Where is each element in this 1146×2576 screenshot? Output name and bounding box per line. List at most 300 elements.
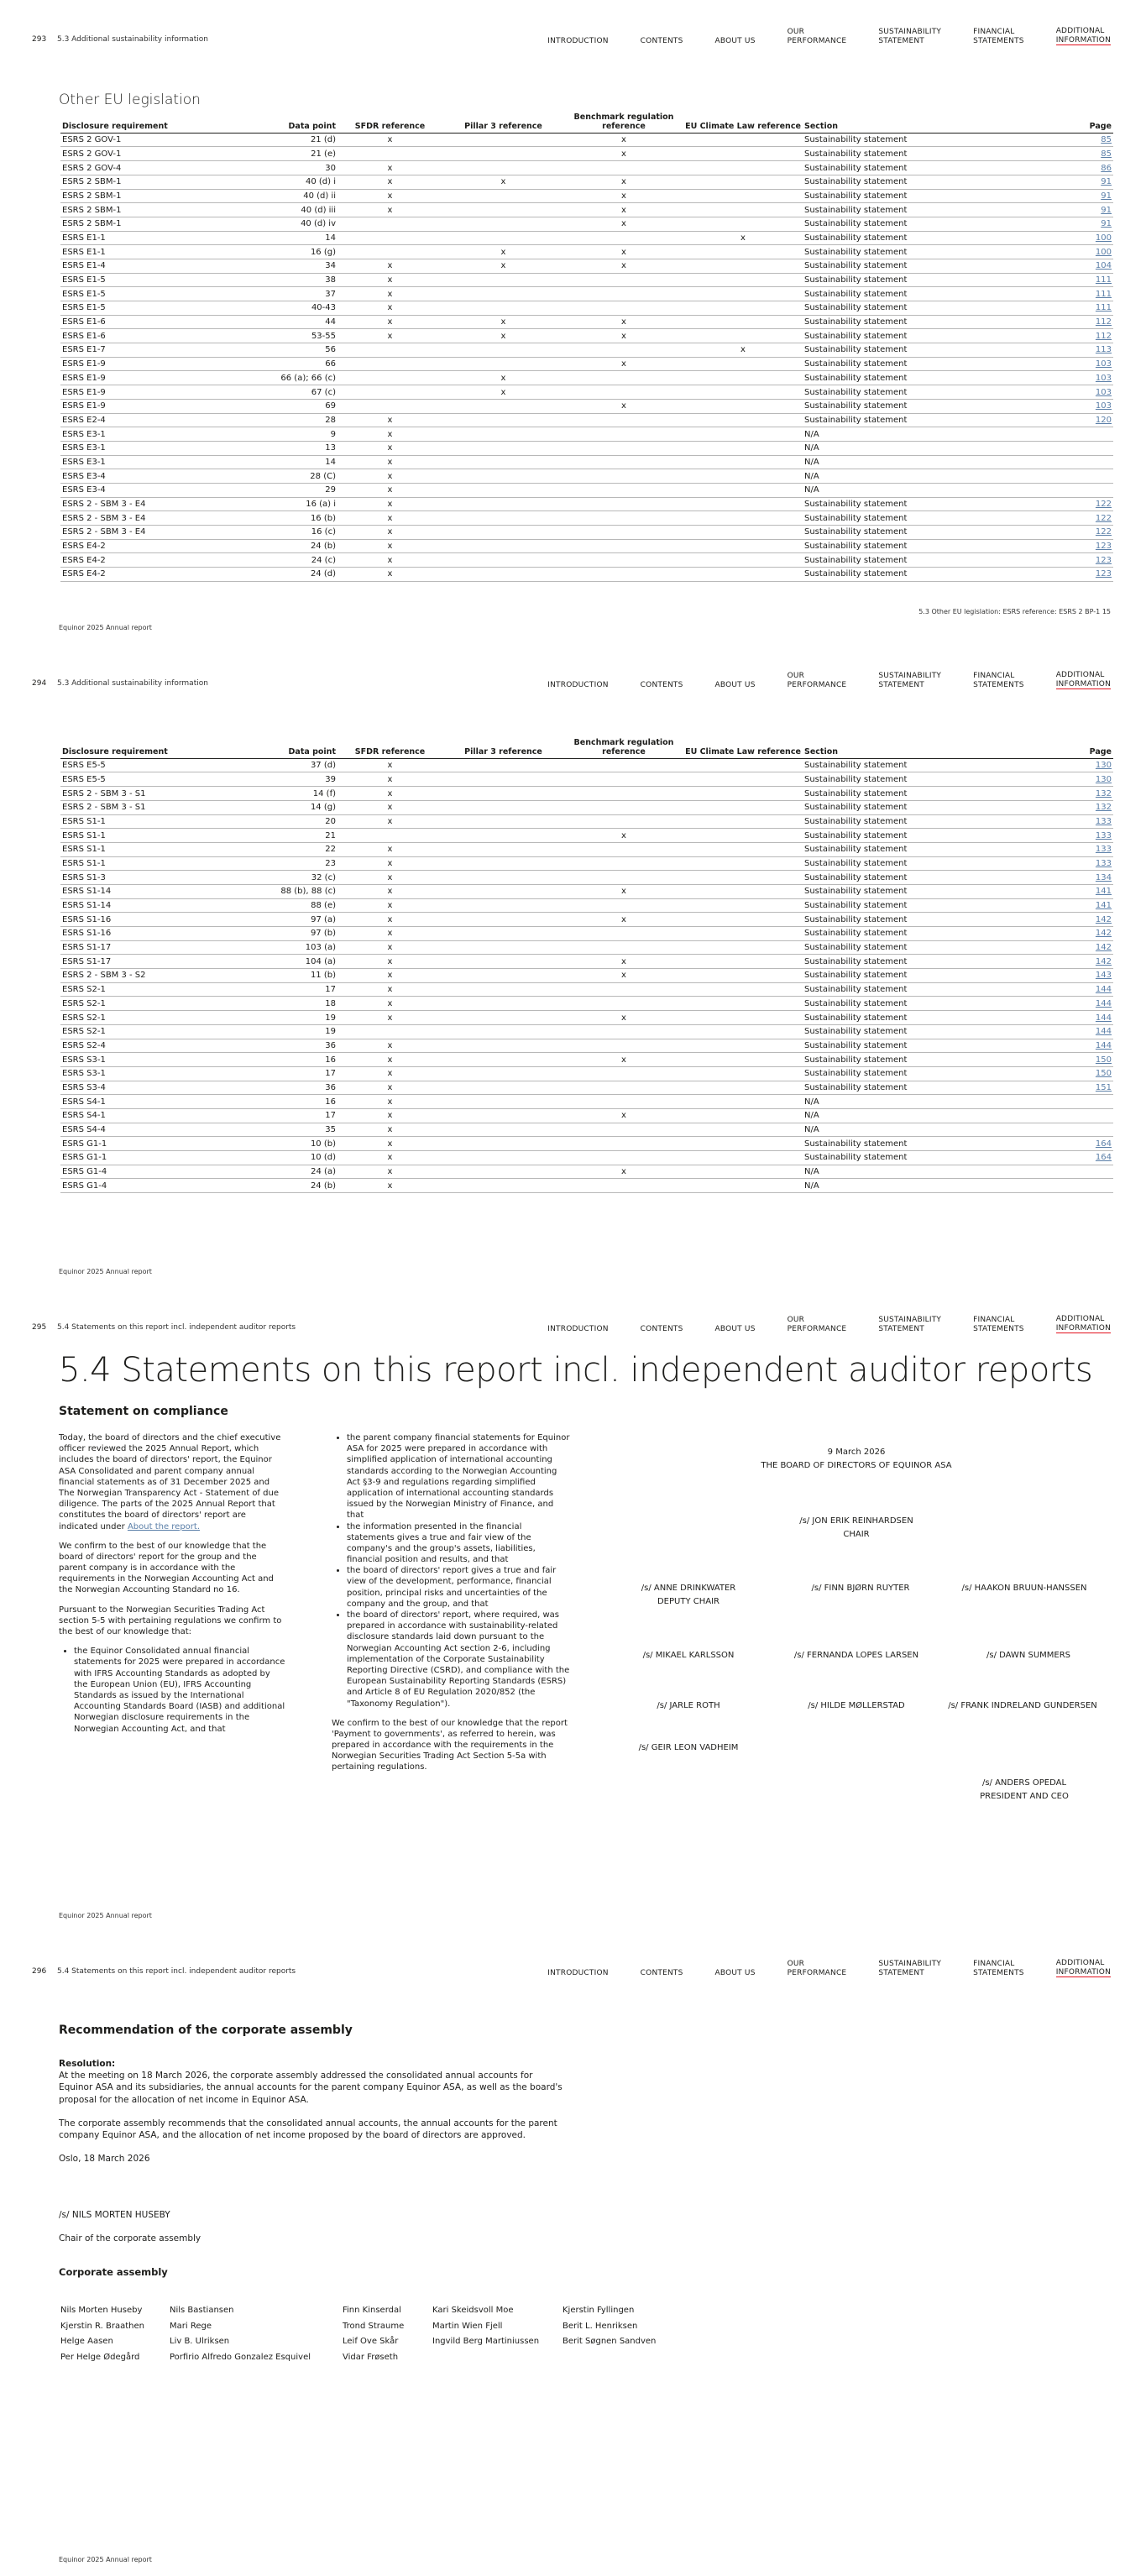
nav-link-about-us[interactable]: ABOUT US: [714, 680, 756, 689]
cell-pillar3: [442, 497, 564, 511]
cell-data-point: 66: [233, 357, 338, 371]
cell-data-point: 10 (b): [233, 1137, 338, 1151]
cell-disclosure: ESRS S1-17: [60, 940, 233, 955]
cell-data-point: 56: [233, 343, 338, 358]
member-name: Kari Skeidsvoll Moe: [432, 2306, 514, 2315]
table-row: [60, 997, 1113, 1011]
page-link[interactable]: 103: [1013, 357, 1113, 371]
cell-pillar3: [442, 800, 564, 814]
cell-disclosure: ESRS E1-1: [60, 245, 233, 259]
cell-sfdr: x: [338, 203, 442, 217]
cell-disclosure: ESRS 2 SBM-1: [60, 217, 233, 231]
cell-disclosure: ESRS 2 - SBM 3 - E4: [60, 526, 233, 540]
cell-benchmark: x: [564, 1053, 683, 1067]
cell-pillar3: [442, 955, 564, 969]
cell-pillar3: [442, 133, 564, 147]
page-title: Recommendation of the corporate assembly: [59, 2024, 353, 2037]
page-link[interactable]: 134: [1013, 871, 1113, 885]
page-link[interactable]: 111: [1013, 287, 1113, 301]
cell-climate-law: [683, 357, 803, 371]
cell-climate-law: [683, 133, 803, 147]
cell-sfdr: x: [338, 301, 442, 316]
cell-data-point: 69: [233, 399, 338, 413]
bullet-list: [74, 1646, 285, 1735]
nav-link-sustainability-statement[interactable]: SUSTAINABILITY STATEMENT: [878, 672, 942, 689]
page-link[interactable]: 123: [1013, 568, 1113, 582]
footer: Equinor 2025 Annual report: [59, 623, 152, 631]
cell-data-point: 40 (d) i: [233, 175, 338, 189]
cell-benchmark: [564, 1137, 683, 1151]
page-link[interactable]: 141: [1013, 898, 1113, 913]
cell-disclosure: ESRS S1-14: [60, 898, 233, 913]
table-row: [60, 553, 1113, 568]
page-link[interactable]: 112: [1013, 329, 1113, 343]
page-link[interactable]: 151: [1013, 1081, 1113, 1095]
page-link[interactable]: 113: [1013, 343, 1113, 358]
cell-data-point: 19: [233, 1024, 338, 1039]
page-link[interactable]: 150: [1013, 1053, 1113, 1067]
cell-pillar3: [442, 455, 564, 469]
page-link[interactable]: 164: [1013, 1137, 1113, 1151]
table-row: [60, 287, 1113, 301]
top-nav: [32, 668, 1111, 689]
cell-benchmark: [564, 787, 683, 801]
cell-disclosure: ESRS E1-9: [60, 399, 233, 413]
table-row: [60, 301, 1113, 316]
cell-disclosure: ESRS E3-1: [60, 455, 233, 469]
page-link[interactable]: 91: [1013, 189, 1113, 203]
nav-link-financial-statements[interactable]: FINANCIAL STATEMENTS: [973, 672, 1024, 689]
cell-sfdr: x: [338, 913, 442, 927]
cell-disclosure: ESRS 2 - SBM 3 - E4: [60, 497, 233, 511]
cell-benchmark: [564, 1123, 683, 1137]
cell-disclosure: ESRS E3-4: [60, 469, 233, 484]
cell-data-point: 40 (d) ii: [233, 189, 338, 203]
page-link[interactable]: 144: [1013, 1039, 1113, 1053]
cell-disclosure: ESRS 2 SBM-1: [60, 189, 233, 203]
cell-sfdr: x: [338, 969, 442, 983]
signature-deputy-chair: /s/ ANNE DRINKWATER DEPUTY CHAIR: [641, 1584, 736, 1606]
nav-link-contents[interactable]: CONTENTS: [640, 1324, 683, 1333]
cell-climate-law: [683, 385, 803, 400]
cell-pillar3: [442, 273, 564, 287]
cell-data-point: 24 (b): [233, 1179, 338, 1193]
cell-climate-law: [683, 203, 803, 217]
page-link[interactable]: 130: [1013, 772, 1113, 787]
cell-sfdr: [338, 1024, 442, 1039]
nav-link-our-performance[interactable]: OUR PERFORMANCE: [787, 1960, 847, 1977]
cell-data-point: 24 (d): [233, 568, 338, 582]
cell-benchmark: [564, 800, 683, 814]
cell-climate-law: [683, 497, 803, 511]
table-row: [60, 940, 1113, 955]
header-sfdr: SFDR reference: [338, 738, 442, 758]
cell-pillar3: [442, 940, 564, 955]
page-link[interactable]: 143: [1013, 969, 1113, 983]
cell-data-point: 14 (g): [233, 800, 338, 814]
page-link[interactable]: 91: [1013, 217, 1113, 231]
cell-data-point: 97 (b): [233, 927, 338, 941]
nav-link-introduction[interactable]: INTRODUCTION: [547, 36, 609, 45]
cell-sfdr: x: [338, 553, 442, 568]
section-title: 5.4 Statements on this report incl. independent auditor reports: [57, 1967, 296, 1976]
cell-climate-law: [683, 245, 803, 259]
nav-link-introduction[interactable]: INTRODUCTION: [547, 1968, 609, 1977]
cell-disclosure: ESRS 2 - SBM 3 - S2: [60, 969, 233, 983]
cell-benchmark: [564, 1095, 683, 1109]
page-295: [0, 1288, 1146, 1932]
cell-data-point: 22: [233, 842, 338, 856]
page-link[interactable]: 142: [1013, 913, 1113, 927]
page-link[interactable]: 120: [1013, 413, 1113, 427]
cell-benchmark: [564, 441, 683, 455]
cell-sfdr: [338, 385, 442, 400]
table-row: [60, 1039, 1113, 1053]
page-number: 296: [32, 1967, 47, 1976]
nav-link-our-performance[interactable]: OUR PERFORMANCE: [787, 28, 847, 45]
page-link[interactable]: 100: [1013, 231, 1113, 245]
cell-pillar3: [442, 526, 564, 540]
nav-link-additional-information[interactable]: ADDITIONAL INFORMATION: [1055, 27, 1111, 45]
page-link[interactable]: 133: [1013, 814, 1113, 829]
cell-benchmark: [564, 997, 683, 1011]
cell-benchmark: [564, 483, 683, 497]
page-link[interactable]: 122: [1013, 511, 1113, 526]
cell-climate-law: [683, 315, 803, 329]
nav-link-contents[interactable]: CONTENTS: [640, 36, 683, 45]
reference-note: 5.3 Other EU legislation: ESRS reference: ESRS 2 BP-1 15: [918, 608, 1111, 615]
cell-data-point: 36: [233, 1039, 338, 1053]
cell-benchmark: x: [564, 175, 683, 189]
page-link[interactable]: 123: [1013, 539, 1113, 553]
resolution-text: At the meeting on 18 March 2026, the corporate assembly addressed the consolidated annual accounts for Equinor ASA and its subsidiaries, the annual accounts for the parent company Equinor ASA, as well as the board's proposal for the allocation of net income in Equinor ASA.: [59, 2071, 563, 2105]
nav-link-about-us[interactable]: ABOUT US: [714, 36, 756, 45]
cell-climate-law: [683, 329, 803, 343]
statement-column-1: [59, 1432, 285, 1743]
cell-disclosure: ESRS G1-4: [60, 1165, 233, 1179]
cell-climate-law: x: [683, 231, 803, 245]
cell-pillar3: [442, 568, 564, 582]
section-title: 5.4 Statements on this report incl. independent auditor reports: [57, 1323, 296, 1332]
paragraph: We confirm to the best of our knowledge that the board of directors' report for the group and the parent company is in accordance with the requirements in the Norwegian Accounting Act and the Norwegian Accounting Standard no 16.: [59, 1541, 274, 1595]
cell-pillar3: x: [442, 175, 564, 189]
page-link[interactable]: 91: [1013, 203, 1113, 217]
cell-benchmark: [564, 842, 683, 856]
page-link[interactable]: 100: [1013, 245, 1113, 259]
cell-data-point: 16 (b): [233, 511, 338, 526]
cell-benchmark: [564, 927, 683, 941]
cell-disclosure: ESRS E1-6: [60, 329, 233, 343]
cell-section: Sustainability statement: [803, 871, 1013, 885]
cell-section: Sustainability statement: [803, 259, 1013, 273]
table-row: [60, 231, 1113, 245]
page-link[interactable]: 130: [1013, 758, 1113, 772]
signature-board-member: /s/ FINN BJØRN RUYTER: [811, 1584, 910, 1593]
cell-sfdr: x: [338, 161, 442, 175]
signature-date: 9 March 2026 THE BOARD OF DIRECTORS OF EQUINOR ASA: [761, 1446, 951, 1473]
nav-link-contents[interactable]: CONTENTS: [640, 1968, 683, 1977]
cell-benchmark: [564, 539, 683, 553]
cell-section: Sustainability statement: [803, 842, 1013, 856]
cell-section: Sustainability statement: [803, 1039, 1013, 1053]
page-link[interactable]: 141: [1013, 884, 1113, 898]
cell-disclosure: ESRS E4-2: [60, 539, 233, 553]
cell-disclosure: ESRS E1-5: [60, 287, 233, 301]
page-link[interactable]: 133: [1013, 856, 1113, 871]
page-link[interactable]: 144: [1013, 1024, 1113, 1039]
page-link[interactable]: 123: [1013, 553, 1113, 568]
cell-disclosure: ESRS E1-9: [60, 371, 233, 385]
member-name: Berit Søgnen Sandven: [563, 2337, 657, 2346]
nav-link-introduction[interactable]: INTRODUCTION: [547, 1324, 609, 1333]
page-link[interactable]: 103: [1013, 399, 1113, 413]
page-link[interactable]: 144: [1013, 1011, 1113, 1025]
cell-sfdr: x: [338, 787, 442, 801]
nav-link-sustainability-statement[interactable]: SUSTAINABILITY STATEMENT: [878, 1316, 942, 1333]
page-link[interactable]: 86: [1013, 161, 1113, 175]
cell-sfdr: x: [338, 483, 442, 497]
member-name: Liv B. Ulriksen: [170, 2337, 230, 2346]
section-title: 5.3 Additional sustainability information: [57, 35, 208, 44]
cell-pillar3: [442, 441, 564, 455]
cell-disclosure: ESRS E1-5: [60, 301, 233, 316]
cell-pillar3: [442, 1066, 564, 1081]
cell-disclosure: ESRS S1-1: [60, 829, 233, 843]
cell-pillar3: [442, 1039, 564, 1053]
nav-link-financial-statements[interactable]: FINANCIAL STATEMENTS: [973, 28, 1024, 45]
cell-data-point: 17: [233, 1066, 338, 1081]
cell-pillar3: [442, 1137, 564, 1151]
cell-climate-law: [683, 1053, 803, 1067]
footer: Equinor 2025 Annual report: [59, 2555, 152, 2563]
cell-climate-law: [683, 787, 803, 801]
cell-disclosure: ESRS S4-1: [60, 1108, 233, 1123]
cell-disclosure: ESRS S1-1: [60, 842, 233, 856]
cell-data-point: 103 (a): [233, 940, 338, 955]
cell-data-point: 20: [233, 814, 338, 829]
table-header-row: [60, 113, 1113, 133]
cell-section: Sustainability statement: [803, 1066, 1013, 1081]
table-header-row: [60, 738, 1113, 758]
footer: Equinor 2025 Annual report: [59, 1911, 152, 1919]
cell-page: [1013, 427, 1113, 442]
about-report-link[interactable]: About the report.: [127, 1521, 201, 1531]
cell-sfdr: [338, 343, 442, 358]
page-link[interactable]: 142: [1013, 927, 1113, 941]
member-name: Nils Bastiansen: [170, 2306, 234, 2315]
cell-sfdr: x: [338, 758, 442, 772]
page-link[interactable]: 133: [1013, 829, 1113, 843]
cell-data-point: 37 (d): [233, 758, 338, 772]
nav-link-financial-statements[interactable]: FINANCIAL STATEMENTS: [973, 1316, 1024, 1333]
table-row: [60, 927, 1113, 941]
table-row: [60, 1165, 1113, 1179]
cell-section: Sustainability statement: [803, 217, 1013, 231]
signature-board-member: /s/ MIKAEL KARLSSON: [642, 1651, 735, 1660]
cell-page: [1013, 1108, 1113, 1123]
header-benchmark: Benchmark regulation reference: [564, 738, 683, 758]
page-link[interactable]: 103: [1013, 371, 1113, 385]
cell-climate-law: [683, 469, 803, 484]
nav-link-additional-information[interactable]: ADDITIONAL INFORMATION: [1055, 1315, 1111, 1333]
nav-links: [515, 1956, 1111, 1977]
cell-page: [1013, 441, 1113, 455]
cell-climate-law: [683, 1151, 803, 1165]
table-row: [60, 217, 1113, 231]
cell-climate-law: [683, 913, 803, 927]
member-name: Martin Wien Fjell: [432, 2321, 503, 2331]
nav-link-additional-information[interactable]: ADDITIONAL INFORMATION: [1055, 671, 1111, 689]
nav-link-our-performance[interactable]: OUR PERFORMANCE: [787, 672, 847, 689]
cell-disclosure: ESRS S2-1: [60, 1024, 233, 1039]
cell-pillar3: [442, 511, 564, 526]
cell-pillar3: [442, 1095, 564, 1109]
cell-disclosure: ESRS S2-1: [60, 997, 233, 1011]
cell-benchmark: [564, 871, 683, 885]
table-row: [60, 800, 1113, 814]
page-link[interactable]: 122: [1013, 497, 1113, 511]
page-link[interactable]: 144: [1013, 997, 1113, 1011]
page-link[interactable]: 164: [1013, 1151, 1113, 1165]
page-link[interactable]: 142: [1013, 955, 1113, 969]
cell-disclosure: ESRS S4-4: [60, 1123, 233, 1137]
page-link[interactable]: 133: [1013, 842, 1113, 856]
cell-benchmark: x: [564, 329, 683, 343]
nav-link-contents[interactable]: CONTENTS: [640, 680, 683, 689]
place-date: Oslo, 18 March 2026: [59, 2154, 150, 2165]
page-link[interactable]: 144: [1013, 982, 1113, 997]
cell-sfdr: x: [338, 1108, 442, 1123]
table-row: [60, 1066, 1113, 1081]
cell-climate-law: [683, 1165, 803, 1179]
page-link[interactable]: 91: [1013, 175, 1113, 189]
cell-data-point: 13: [233, 441, 338, 455]
cell-pillar3: [442, 758, 564, 772]
paragraph: Pursuant to the Norwegian Securities Trading Act section 5-5 with pertaining regulations we confirm to the best of our knowledge that:: [59, 1605, 282, 1636]
cell-disclosure: ESRS 2 SBM-1: [60, 175, 233, 189]
table-row: [60, 955, 1113, 969]
page-link[interactable]: 132: [1013, 800, 1113, 814]
disclosure-table: [60, 113, 1113, 582]
cell-climate-law: [683, 259, 803, 273]
cell-disclosure: ESRS E2-4: [60, 413, 233, 427]
table-row: [60, 1095, 1113, 1109]
table-row: [60, 315, 1113, 329]
header-section: Section: [803, 113, 1013, 133]
page-link[interactable]: 85: [1013, 133, 1113, 147]
cell-pillar3: [442, 898, 564, 913]
table-row: [60, 913, 1113, 927]
cell-sfdr: x: [338, 955, 442, 969]
cell-page: [1013, 1123, 1113, 1137]
cell-data-point: 11 (b): [233, 969, 338, 983]
cell-benchmark: [564, 273, 683, 287]
cell-pillar3: x: [442, 329, 564, 343]
cell-pillar3: [442, 469, 564, 484]
cell-sfdr: [338, 245, 442, 259]
page-link[interactable]: 112: [1013, 315, 1113, 329]
page-293: [0, 0, 1146, 644]
cell-benchmark: [564, 385, 683, 400]
cell-data-point: 32 (c): [233, 871, 338, 885]
cell-section: N/A: [803, 455, 1013, 469]
nav-link-financial-statements[interactable]: FINANCIAL STATEMENTS: [973, 1960, 1024, 1977]
cell-sfdr: [338, 399, 442, 413]
table-row: [60, 1151, 1113, 1165]
cell-climate-law: [683, 568, 803, 582]
cell-climate-law: [683, 511, 803, 526]
cell-data-point: 28 (C): [233, 469, 338, 484]
cell-benchmark: x: [564, 189, 683, 203]
nav-link-sustainability-statement[interactable]: SUSTAINABILITY STATEMENT: [878, 28, 942, 45]
cell-disclosure: ESRS S2-1: [60, 1011, 233, 1025]
nav-link-introduction[interactable]: INTRODUCTION: [547, 680, 609, 689]
table-row: [60, 969, 1113, 983]
cell-sfdr: x: [338, 526, 442, 540]
nav-link-sustainability-statement[interactable]: SUSTAINABILITY STATEMENT: [878, 1960, 942, 1977]
page-link[interactable]: 150: [1013, 1066, 1113, 1081]
nav-link-about-us[interactable]: ABOUT US: [714, 1968, 756, 1977]
cell-benchmark: [564, 497, 683, 511]
cell-section: Sustainability statement: [803, 175, 1013, 189]
cell-disclosure: ESRS E5-5: [60, 758, 233, 772]
member-column: [170, 2303, 311, 2365]
cell-benchmark: [564, 413, 683, 427]
cell-benchmark: x: [564, 1108, 683, 1123]
cell-data-point: 40 (d) iii: [233, 203, 338, 217]
cell-data-point: 23: [233, 856, 338, 871]
cell-section: Sustainability statement: [803, 800, 1013, 814]
cell-benchmark: [564, 526, 683, 540]
page-link[interactable]: 111: [1013, 301, 1113, 316]
cell-data-point: 24 (a): [233, 1165, 338, 1179]
cell-pillar3: [442, 1165, 564, 1179]
cell-pillar3: [442, 427, 564, 442]
table-row: [60, 329, 1113, 343]
page-link[interactable]: 104: [1013, 259, 1113, 273]
cell-section: N/A: [803, 1123, 1013, 1137]
cell-disclosure: ESRS S1-16: [60, 913, 233, 927]
table-row: [60, 385, 1113, 400]
cell-climate-law: [683, 800, 803, 814]
member-column: [343, 2303, 404, 2365]
nav-link-our-performance[interactable]: OUR PERFORMANCE: [787, 1316, 847, 1333]
table-row: [60, 147, 1113, 161]
nav-link-additional-information[interactable]: ADDITIONAL INFORMATION: [1055, 1959, 1111, 1977]
page-link[interactable]: 103: [1013, 385, 1113, 400]
cell-section: N/A: [803, 469, 1013, 484]
page-link[interactable]: 85: [1013, 147, 1113, 161]
page-link[interactable]: 122: [1013, 526, 1113, 540]
cell-benchmark: x: [564, 147, 683, 161]
member-name: Berit L. Henriksen: [563, 2321, 638, 2331]
page-link[interactable]: 132: [1013, 787, 1113, 801]
page-296: [0, 1932, 1146, 2576]
cell-disclosure: ESRS S3-1: [60, 1053, 233, 1067]
cell-disclosure: ESRS S1-1: [60, 856, 233, 871]
page-link[interactable]: 111: [1013, 273, 1113, 287]
member-name: Vidar Frøseth: [343, 2352, 399, 2362]
cell-pillar3: [442, 553, 564, 568]
cell-section: N/A: [803, 441, 1013, 455]
page-link[interactable]: 142: [1013, 940, 1113, 955]
cell-sfdr: x: [338, 898, 442, 913]
nav-link-about-us[interactable]: ABOUT US: [714, 1324, 756, 1333]
cell-benchmark: [564, 231, 683, 245]
cell-data-point: 16: [233, 1053, 338, 1067]
cell-section: Sustainability statement: [803, 913, 1013, 927]
cell-benchmark: x: [564, 1011, 683, 1025]
